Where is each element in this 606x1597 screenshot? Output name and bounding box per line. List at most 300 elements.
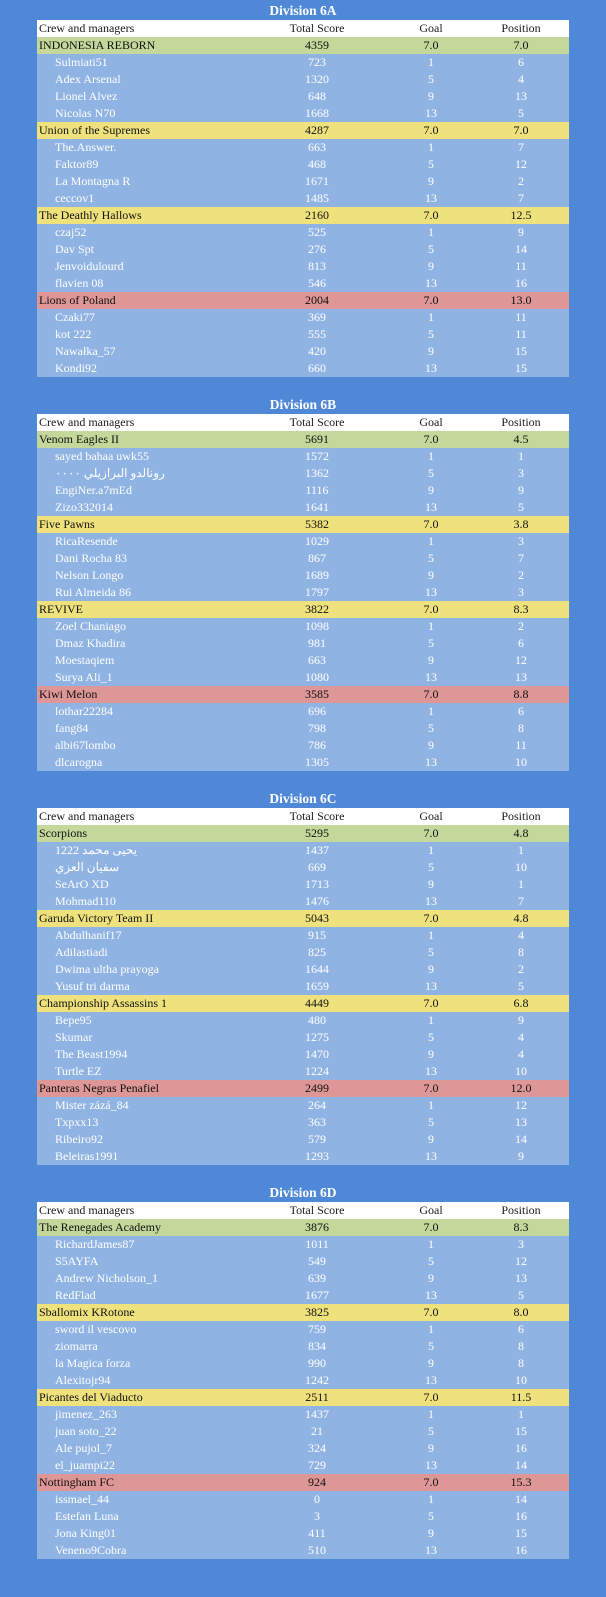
team-goal: 7.0 — [423, 1081, 439, 1095]
player-name: Lionel Alvez — [55, 89, 118, 103]
player-position: 16 — [515, 1509, 527, 1523]
player-name: ziomarra — [55, 1339, 98, 1353]
team-name: Venom Eagles II — [39, 432, 119, 446]
player-score: 1098 — [305, 619, 329, 633]
player-name: el_juampi22 — [55, 1458, 115, 1472]
player-position: 9 — [518, 1013, 524, 1027]
team-goal: 7.0 — [423, 38, 439, 52]
player-name: Nawałka_57 — [55, 344, 116, 358]
player-name: يحيى محمد 1222 — [55, 843, 138, 857]
player-name: Alexitojr94 — [55, 1373, 111, 1387]
table-header-row — [37, 20, 569, 37]
player-goal: 13 — [425, 1373, 437, 1387]
player-name: Skumar — [55, 1030, 93, 1044]
player-row — [37, 360, 569, 377]
header-crew-and-managers: Crew and managers — [39, 21, 135, 35]
player-goal: 1 — [428, 1407, 434, 1421]
player-goal: 5 — [428, 466, 434, 480]
player-row — [37, 1542, 569, 1559]
team-row — [37, 686, 569, 703]
player-score: 1485 — [305, 191, 329, 205]
player-row — [37, 1372, 569, 1389]
player-name: Jenvoidulourd — [55, 259, 124, 273]
team-row — [37, 995, 569, 1012]
player-name: juan soto_22 — [55, 1424, 117, 1438]
team-total-score: 2160 — [305, 208, 329, 222]
player-row — [37, 1270, 569, 1287]
player-goal: 9 — [428, 568, 434, 582]
player-position: 13 — [515, 1115, 527, 1129]
header-goal: Goal — [419, 1203, 443, 1217]
player-goal: 9 — [428, 174, 434, 188]
player-score: 729 — [308, 1458, 326, 1472]
player-position: 4 — [518, 928, 524, 942]
player-score: 480 — [308, 1013, 326, 1027]
player-position: 12 — [515, 1254, 527, 1268]
team-position: 8.3 — [513, 1220, 529, 1234]
division-section — [37, 1184, 569, 1559]
player-position: 10 — [515, 1373, 527, 1387]
header-goal: Goal — [419, 415, 443, 429]
player-row — [37, 754, 569, 771]
player-name: رونالدو البرازيلي ٠٠٠٠ — [55, 466, 165, 480]
team-total-score: 2499 — [305, 1081, 329, 1095]
team-name: Garuda Victory Team II — [39, 911, 154, 925]
player-score: 276 — [308, 242, 326, 256]
player-score: 1668 — [305, 106, 329, 120]
team-name: Sballomix KRotone — [39, 1305, 135, 1319]
player-name: The Beast1994 — [55, 1047, 128, 1061]
team-name: Five Pawns — [39, 517, 95, 531]
player-name: RicaResende — [55, 534, 118, 548]
player-row — [37, 309, 569, 326]
player-row — [37, 88, 569, 105]
team-position: 4.8 — [513, 911, 529, 925]
team-name: REVIVE — [39, 602, 83, 616]
player-name: Dani Rocha 83 — [55, 551, 127, 565]
player-name: issmael_44 — [55, 1492, 109, 1506]
player-position: 14 — [515, 1492, 527, 1506]
player-position: 11 — [515, 327, 527, 341]
player-name: La Montagna R — [55, 174, 131, 188]
team-total-score: 4287 — [305, 123, 329, 137]
team-row — [37, 207, 569, 224]
header-total-score: Total Score — [289, 809, 345, 823]
player-name: sayed bahaa uwk55 — [55, 449, 149, 463]
player-row — [37, 618, 569, 635]
player-position: 16 — [515, 276, 527, 290]
header-total-score: Total Score — [289, 21, 345, 35]
player-name: Estefan Luna — [55, 1509, 119, 1523]
team-position: 11.5 — [510, 1390, 532, 1404]
player-goal: 9 — [428, 1526, 434, 1540]
player-row — [37, 635, 569, 652]
division-section — [37, 396, 569, 771]
player-position: 12 — [515, 157, 527, 171]
team-total-score: 2004 — [305, 293, 329, 307]
team-name: The Deathly Hallows — [39, 208, 142, 222]
player-position: 2 — [518, 568, 524, 582]
player-goal: 13 — [425, 585, 437, 599]
player-goal: 5 — [428, 242, 434, 256]
player-goal: 9 — [428, 1132, 434, 1146]
player-row — [37, 1236, 569, 1253]
player-position: 8 — [518, 1339, 524, 1353]
player-score: 1437 — [305, 843, 329, 857]
player-score: 546 — [308, 276, 326, 290]
team-total-score: 5043 — [305, 911, 329, 925]
player-name: Dmaz Khadira — [55, 636, 126, 650]
player-goal: 1 — [428, 449, 434, 463]
player-goal: 5 — [428, 157, 434, 171]
team-name: Nottingham FC — [39, 1475, 115, 1489]
team-goal: 7.0 — [423, 602, 439, 616]
player-goal: 1 — [428, 310, 434, 324]
player-position: 3 — [518, 585, 524, 599]
player-goal: 13 — [425, 979, 437, 993]
player-score: 1671 — [305, 174, 329, 188]
division-title: Division 6D — [269, 1185, 337, 1200]
player-position: 11 — [515, 738, 527, 752]
player-name: The.Answer. — [55, 140, 117, 154]
team-total-score: 924 — [308, 1475, 326, 1489]
player-name: سفيان العزي — [55, 860, 120, 874]
table-header-row — [37, 1202, 569, 1219]
team-row — [37, 1080, 569, 1097]
player-name: Andrew Nicholson_1 — [55, 1271, 158, 1285]
player-position: 3 — [518, 466, 524, 480]
player-goal: 13 — [425, 1064, 437, 1078]
player-score: 663 — [308, 140, 326, 154]
player-score: 1437 — [305, 1407, 329, 1421]
player-score: 825 — [308, 945, 326, 959]
player-goal: 5 — [428, 636, 434, 650]
team-position: 4.5 — [513, 432, 529, 446]
player-row — [37, 669, 569, 686]
team-name: Union of the Supremes — [39, 123, 150, 137]
player-name: Adilastiadi — [55, 945, 108, 959]
player-goal: 5 — [428, 1115, 434, 1129]
team-row — [37, 1474, 569, 1491]
team-goal: 7.0 — [423, 1220, 439, 1234]
player-row — [37, 1423, 569, 1440]
table-header-row — [37, 414, 569, 431]
player-score: 786 — [308, 738, 326, 752]
player-position: 2 — [518, 174, 524, 188]
player-score: 1011 — [305, 1237, 329, 1251]
player-position: 15 — [515, 361, 527, 375]
player-row — [37, 1355, 569, 1372]
team-name: Kiwi Melon — [39, 687, 98, 701]
player-score: 1242 — [305, 1373, 329, 1387]
player-goal: 9 — [428, 877, 434, 891]
player-goal: 1 — [428, 140, 434, 154]
player-score: 660 — [308, 361, 326, 375]
player-position: 9 — [518, 483, 524, 497]
player-goal: 5 — [428, 945, 434, 959]
player-row — [37, 1338, 569, 1355]
team-position: 4.8 — [513, 826, 529, 840]
player-row — [37, 173, 569, 190]
player-name: Czaki77 — [55, 310, 95, 324]
player-row — [37, 1491, 569, 1508]
player-name: Nelson Longo — [55, 568, 124, 582]
team-position: 15.3 — [510, 1475, 532, 1489]
player-name: Mohmad110 — [55, 894, 116, 908]
player-name: EngiNer.a7mEd — [55, 483, 132, 497]
player-name: RichardJames87 — [55, 1237, 135, 1251]
player-position: 11 — [515, 310, 527, 324]
player-score: 1116 — [305, 483, 329, 497]
player-row — [37, 1012, 569, 1029]
player-score: 1275 — [305, 1030, 329, 1044]
team-goal: 7.0 — [423, 996, 439, 1010]
player-position: 7 — [518, 140, 524, 154]
player-name: Ribeiro92 — [55, 1132, 103, 1146]
player-position: 6 — [518, 55, 524, 69]
header-position: Position — [501, 415, 541, 429]
player-position: 9 — [518, 1149, 524, 1163]
player-row — [37, 71, 569, 88]
player-name: czaj52 — [55, 225, 87, 239]
player-position: 8 — [518, 945, 524, 959]
player-goal: 13 — [425, 1543, 437, 1557]
team-total-score: 5382 — [305, 517, 329, 531]
player-row — [37, 567, 569, 584]
player-row — [37, 1440, 569, 1457]
player-position: 14 — [515, 1132, 527, 1146]
team-position: 13.0 — [510, 293, 532, 307]
standings-table — [37, 20, 569, 377]
team-position: 8.0 — [513, 1305, 529, 1319]
player-score: 1029 — [305, 534, 329, 548]
player-position: 7 — [518, 894, 524, 908]
player-row — [37, 105, 569, 122]
player-name: SeArO XD — [55, 877, 109, 891]
player-score: 363 — [308, 1115, 326, 1129]
player-position: 13 — [515, 89, 527, 103]
player-position: 4 — [518, 1030, 524, 1044]
player-score: 1293 — [305, 1149, 329, 1163]
player-position: 6 — [518, 704, 524, 718]
player-score: 1305 — [305, 755, 329, 769]
player-goal: 13 — [425, 500, 437, 514]
player-name: Beleiras1991 — [55, 1149, 119, 1163]
player-row — [37, 737, 569, 754]
player-goal: 9 — [428, 738, 434, 752]
player-score: 867 — [308, 551, 326, 565]
player-goal: 5 — [428, 72, 434, 86]
player-position: 3 — [518, 1237, 524, 1251]
player-score: 510 — [308, 1543, 326, 1557]
division-title: Division 6A — [269, 3, 337, 18]
player-goal: 5 — [428, 860, 434, 874]
player-row — [37, 876, 569, 893]
player-row — [37, 978, 569, 995]
player-goal: 1 — [428, 225, 434, 239]
player-position: 10 — [515, 755, 527, 769]
player-score: 1797 — [305, 585, 329, 599]
player-name: Txpxx13 — [55, 1115, 99, 1129]
team-position: 3.8 — [513, 517, 529, 531]
player-score: 264 — [308, 1098, 326, 1112]
player-score: 1689 — [305, 568, 329, 582]
standings-table — [37, 1202, 569, 1559]
player-row — [37, 54, 569, 71]
player-row — [37, 550, 569, 567]
team-position: 7.0 — [513, 38, 529, 52]
player-score: 549 — [308, 1254, 326, 1268]
player-score: 915 — [308, 928, 326, 942]
player-position: 1 — [518, 449, 524, 463]
header-position: Position — [501, 1203, 541, 1217]
player-goal: 13 — [425, 361, 437, 375]
player-position: 2 — [518, 962, 524, 976]
division-section — [37, 790, 569, 1165]
player-goal: 13 — [425, 1149, 437, 1163]
player-name: Kondi92 — [55, 361, 97, 375]
player-position: 16 — [515, 1543, 527, 1557]
player-name: Zizo332014 — [55, 500, 113, 514]
team-row — [37, 37, 569, 54]
player-goal: 5 — [428, 1254, 434, 1268]
team-name: The Renegades Academy — [39, 1220, 161, 1234]
player-row — [37, 1131, 569, 1148]
team-position: 8.8 — [513, 687, 529, 701]
player-row — [37, 139, 569, 156]
player-name: flavien 08 — [55, 276, 104, 290]
player-position: 12 — [515, 1098, 527, 1112]
player-position: 15 — [515, 1526, 527, 1540]
player-position: 13 — [515, 1271, 527, 1285]
team-goal: 7.0 — [423, 1475, 439, 1489]
team-position: 6.8 — [513, 996, 529, 1010]
player-goal: 13 — [425, 894, 437, 908]
team-name: Scorpions — [39, 826, 87, 840]
player-goal: 9 — [428, 1047, 434, 1061]
player-position: 1 — [518, 843, 524, 857]
header-goal: Goal — [419, 809, 443, 823]
division-section — [37, 2, 569, 377]
player-score: 525 — [308, 225, 326, 239]
player-score: 1320 — [305, 72, 329, 86]
player-goal: 1 — [428, 1237, 434, 1251]
player-row — [37, 961, 569, 978]
team-total-score: 4449 — [305, 996, 329, 1010]
team-name: Picantes del Viaducto — [39, 1390, 143, 1404]
player-goal: 5 — [428, 721, 434, 735]
player-name: RedFlad — [55, 1288, 96, 1302]
header-total-score: Total Score — [289, 415, 345, 429]
player-position: 5 — [518, 1288, 524, 1302]
team-goal: 7.0 — [423, 123, 439, 137]
player-name: Dwima ultha prayoga — [55, 962, 159, 976]
player-goal: 1 — [428, 534, 434, 548]
player-goal: 9 — [428, 653, 434, 667]
player-row — [37, 1046, 569, 1063]
player-name: albi67lombo — [55, 738, 116, 752]
player-goal: 9 — [428, 1271, 434, 1285]
player-goal: 1 — [428, 1492, 434, 1506]
player-name: Jona King01 — [55, 1526, 116, 1540]
player-position: 13 — [515, 670, 527, 684]
player-goal: 13 — [425, 191, 437, 205]
player-position: 8 — [518, 721, 524, 735]
player-score: 3 — [314, 1509, 320, 1523]
player-row — [37, 1287, 569, 1304]
player-position: 9 — [518, 225, 524, 239]
player-position: 10 — [515, 1064, 527, 1078]
player-row — [37, 465, 569, 482]
team-row — [37, 601, 569, 618]
header-position: Position — [501, 809, 541, 823]
player-goal: 5 — [428, 327, 434, 341]
player-score: 990 — [308, 1356, 326, 1370]
player-position: 16 — [515, 1441, 527, 1455]
player-goal: 5 — [428, 1424, 434, 1438]
team-goal: 7.0 — [423, 687, 439, 701]
player-row — [37, 343, 569, 360]
player-score: 369 — [308, 310, 326, 324]
player-row — [37, 1457, 569, 1474]
header-crew-and-managers: Crew and managers — [39, 809, 135, 823]
player-goal: 13 — [425, 106, 437, 120]
player-row — [37, 1148, 569, 1165]
player-score: 0 — [314, 1492, 320, 1506]
player-goal: 5 — [428, 1030, 434, 1044]
player-row — [37, 258, 569, 275]
player-goal: 9 — [428, 483, 434, 497]
player-name: Yusuf tri darma — [55, 979, 130, 993]
player-row — [37, 1063, 569, 1080]
team-goal: 7.0 — [423, 517, 439, 531]
player-row — [37, 190, 569, 207]
player-name: Ale pujol_7 — [55, 1441, 112, 1455]
player-goal: 13 — [425, 276, 437, 290]
player-score: 411 — [308, 1526, 326, 1540]
player-score: 420 — [308, 344, 326, 358]
player-row — [37, 1525, 569, 1542]
player-score: 21 — [311, 1424, 323, 1438]
player-row — [37, 482, 569, 499]
team-row — [37, 910, 569, 927]
player-score: 1677 — [305, 1288, 329, 1302]
player-position: 5 — [518, 106, 524, 120]
player-score: 798 — [308, 721, 326, 735]
player-row — [37, 703, 569, 720]
player-goal: 5 — [428, 1339, 434, 1353]
player-name: S5AYFA — [55, 1254, 99, 1268]
team-position: 7.0 — [513, 123, 529, 137]
standings-table — [37, 414, 569, 771]
team-goal: 7.0 — [423, 293, 439, 307]
player-goal: 1 — [428, 1322, 434, 1336]
team-row — [37, 431, 569, 448]
player-goal: 1 — [428, 843, 434, 857]
player-goal: 13 — [425, 1458, 437, 1472]
player-score: 579 — [308, 1132, 326, 1146]
player-goal: 9 — [428, 89, 434, 103]
player-position: 5 — [518, 979, 524, 993]
team-row — [37, 1304, 569, 1321]
player-name: Bepe95 — [55, 1013, 92, 1027]
player-name: Nicolas N70 — [55, 106, 116, 120]
player-score: 468 — [308, 157, 326, 171]
player-name: dlcarogna — [55, 755, 103, 769]
player-row — [37, 859, 569, 876]
player-score: 1644 — [305, 962, 329, 976]
player-score: 759 — [308, 1322, 326, 1336]
